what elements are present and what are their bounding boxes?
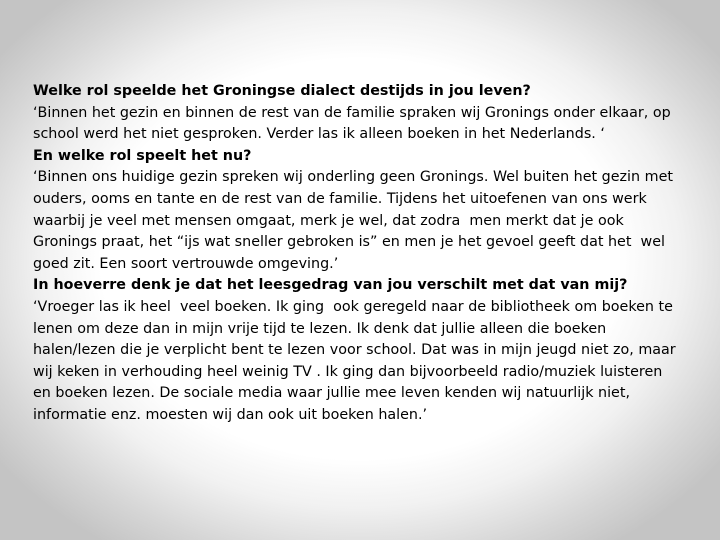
question-line: In hoeverre denk je dat het leesgedrag van jou verschilt met dat van mij?	[33, 277, 628, 294]
interview-text	[33, 81, 693, 427]
answer-line: ‘Binnen het gezin en binnen de rest van de familie spraken wij Gronings onder elkaar, op	[33, 104, 671, 121]
answer-line: ‘Vroeger las ik heel veel boeken. Ik ging ook geregeld naar de bibliotheek om boeken te	[33, 298, 673, 315]
answer-line: informatie enz. moesten wij dan ook uit boeken halen.’	[33, 406, 428, 423]
answer-line: school werd het niet gesproken. Verder las ik alleen boeken in het Nederlands. ‘	[33, 126, 605, 143]
answer-line: ouders, ooms en tante en de rest van de familie. Tijdens het uitoefenen van ons werk	[33, 190, 647, 207]
question-line: En welke rol speelt het nu?	[33, 147, 252, 164]
answer-line: ‘Binnen ons huidige gezin spreken wij onderling geen Gronings. Wel buiten het gezin met	[33, 169, 673, 186]
answer-line: lenen om deze dan in mijn vrije tijd te lezen. Ik denk dat jullie alleen die boeken	[33, 320, 607, 337]
answer-line: waarbij je veel met mensen omgaat, merk je wel, dat zodra men merkt dat je ook	[33, 212, 624, 229]
answer-line: Gronings praat, het “ijs wat sneller gebroken is” en men je het gevoel geeft dat het wel	[33, 234, 665, 251]
question-line: Welke rol speelde het Groningse dialect destijds in jou leven?	[33, 83, 531, 99]
answer-line: en boeken lezen. De sociale media waar jullie mee leven kenden wij natuurlijk niet,	[33, 385, 630, 402]
answer-line: goed zit. Een soort vertrouwde omgeving.’	[33, 255, 339, 272]
answer-line: wij keken in verhouding heel weinig TV . Ik ging dan bijvoorbeeld radio/muziek luisteren	[33, 363, 663, 380]
answer-line: halen/lezen die je verplicht bent te lezen voor school. Dat was in mijn jeugd niet zo, maar	[33, 342, 676, 359]
